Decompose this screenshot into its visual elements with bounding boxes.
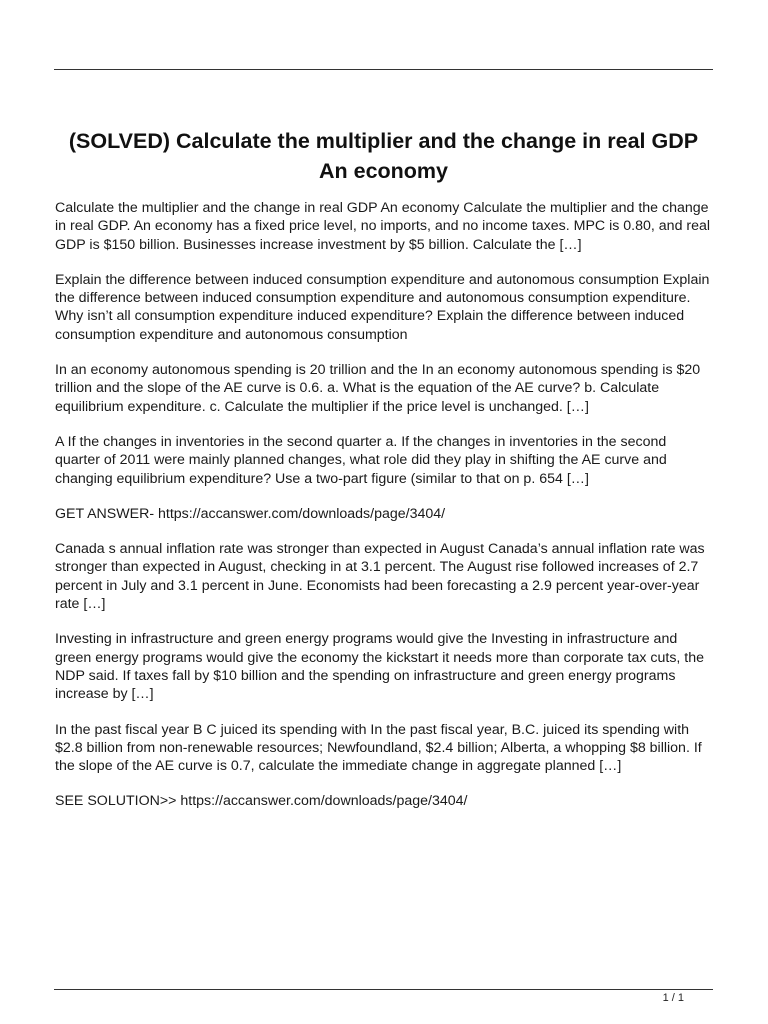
see-solution-link[interactable]: SEE SOLUTION>> https://accanswer.com/downloads/page/3404/ bbox=[55, 793, 468, 810]
paragraph-infrastructure: Investing in infrastructure and green energy programs would give the Investing in infrastructure and green energy programs would give the economy the kickstart it needs more than corporate tax cuts, the NDP said. If taxes fall by $10 billion and the spending on infrastructure and green energy programs increase by […] bbox=[55, 631, 705, 703]
get-answer-link[interactable]: GET ANSWER- https://accanswer.com/downloads/page/3404/ bbox=[55, 505, 446, 522]
document-title: (SOLVED) Calculate the multiplier and the change in real GDP An economy bbox=[68, 129, 699, 183]
paragraph-inventories: A If the changes in inventories in the second quarter a. If the changes in inventories in the second quarter of 2011 were mainly planned changes, what role did they play in shifting the AE curve and changing equilibrium expenditure? Use a two-part figure (similar to that on p. 654 […] bbox=[55, 433, 667, 487]
page-indicator: 1 / 1 bbox=[662, 992, 684, 1004]
paragraph-autonomous-spending: In an economy autonomous spending is 20 trillion and the In an economy autonomous spending is $20 trillion and the slope of the AE curve is 0.6. a. What is the equation of the AE curve? b. Calculate equilibrium expenditure. c. Calculate the multiplier if the price level is unchanged. […] bbox=[55, 362, 701, 415]
footer-divider bbox=[54, 989, 713, 990]
paragraph-fiscal-year: In the past fiscal year B C juiced its spending with In the past fiscal year, B.C. juiced its spending with $2.8 billion from non-renewable resources; Newfoundland, $2.4 billion; Alberta, a whopping $8 billion. If the slope of the AE curve is 0.7, calculate the immediate change in aggregate planned […] bbox=[55, 721, 702, 775]
header-divider bbox=[54, 69, 713, 70]
paragraph-multiplier: Calculate the multiplier and the change in real GDP An economy Calculate the multiplier and the change in real GDP. An economy has a fixed price level, no imports, and no income taxes. MPC is 0.80, and real GDP is $150 billion. Businesses increase investment by $5 billion. Calculate the […] bbox=[55, 200, 711, 253]
paragraph-induced-consumption: Explain the difference between induced consumption expenditure and autonomous consumption Explain the difference between induced consumption expenditure and autonomous consumption expenditure. Why isn’t all consumption expenditure induced expenditure? Explain the difference between induced consumption expenditure and autonomous consumption bbox=[55, 271, 710, 343]
paragraph-canada-inflation: Canada s annual inflation rate was stronger than expected in August Canada’s annual inflation rate was stronger than expected in August, checking in at 3.1 percent. The August rise followed increases of 2.7 percent in July and 3.1 percent in June. Economists had been forecasting a 2.9 percent year-over-year rate […] bbox=[55, 541, 705, 613]
document-body bbox=[55, 199, 715, 828]
